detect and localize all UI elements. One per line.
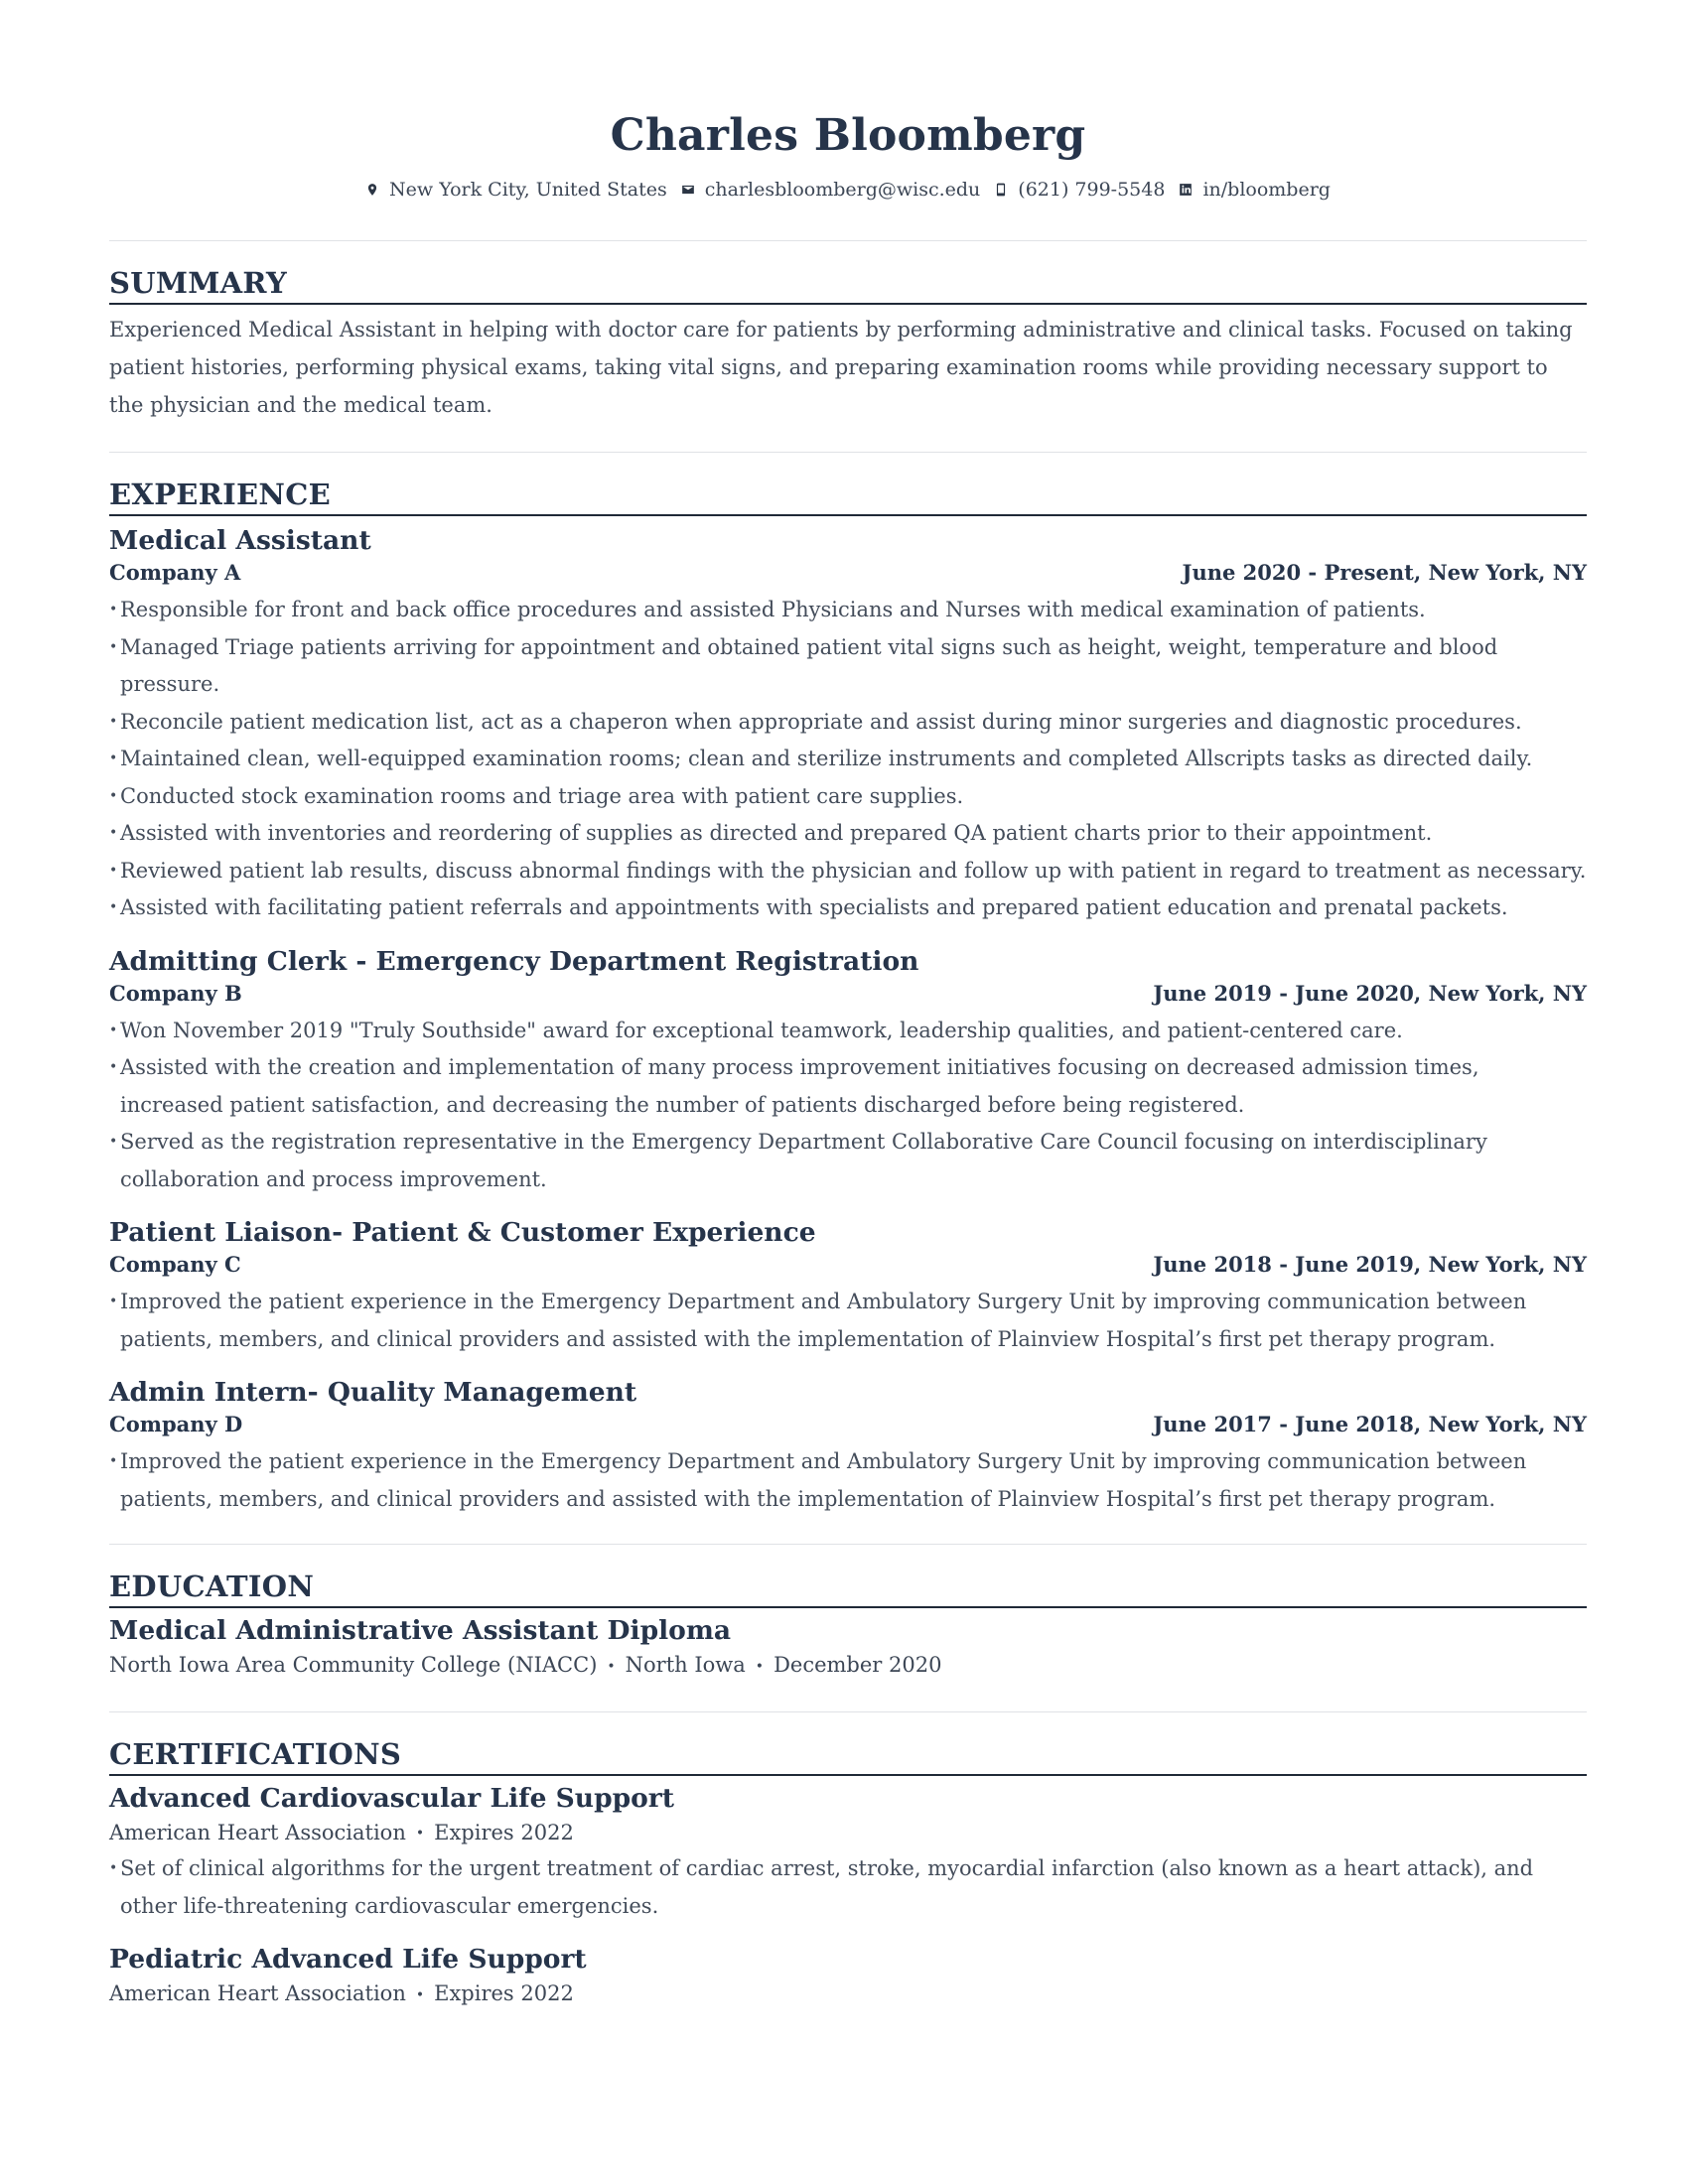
summary-text: Experienced Medical Assistant in helping with doctor care for patients by performing administrative and clinical tasks. Focused on taking patient histories, performing physical exams, taking vital signs, and preparing examination rooms while providing necessary support to the physician and the medical team. xyxy=(109,318,1573,417)
section-rule xyxy=(109,1774,1587,1776)
separator-dot: • xyxy=(415,1986,425,2003)
bullet-item: • Improved the patient experience in the Emergency Department and Ambulatory Surgery Unit by improving communication between patients, members, and clinical providers and assisted with the implementation of Plainview Hospital’s first pet therapy program. xyxy=(109,1284,1587,1358)
bullet-item: • Served as the registration representative in the Emergency Department Collaborative Care Council focusing on interdisciplinary collaboration and process improvement. xyxy=(109,1124,1587,1198)
job-company: Company A xyxy=(109,560,241,585)
job-meta xyxy=(109,1250,1587,1280)
linkedin-icon xyxy=(1179,183,1193,197)
job-meta xyxy=(109,979,1587,1009)
bullet-item: • Conducted stock examination rooms and triage area with patient care supplies. xyxy=(109,778,1587,816)
job-company: Company D xyxy=(109,1412,243,1436)
section-rule xyxy=(109,514,1587,516)
job-entry xyxy=(109,1216,1587,1358)
separator-dot: • xyxy=(607,1658,616,1675)
contact-linkedin[interactable] xyxy=(1179,179,1331,201)
resume-header xyxy=(109,0,1587,201)
bullet-item: • Won November 2019 "Truly Southside" award for exceptional teamwork, leadership qualities, and patient-centered care. xyxy=(109,1013,1587,1050)
divider xyxy=(109,1711,1587,1712)
divider xyxy=(109,1544,1587,1545)
job-dates-location: June 2017 - June 2018, New York, NY xyxy=(1153,1412,1587,1436)
bullet-item: • Assisted with the creation and implementation of many process improvement initiatives focusing on decreased admission times, increased patient satisfaction, and decreasing the number of patients discharged before being registered. xyxy=(109,1049,1587,1124)
job-title: Medical Assistant xyxy=(109,525,371,556)
certification-issuer: American Heart Association xyxy=(109,1820,406,1844)
location-text: New York City, United States xyxy=(389,179,667,201)
job-bullets xyxy=(109,592,1587,927)
separator-dot: • xyxy=(755,1658,765,1675)
section-title-summary: SUMMARY xyxy=(109,266,287,300)
education-degree: Medical Administrative Assistant Diploma xyxy=(109,1615,732,1646)
contact-location xyxy=(365,179,667,201)
job-title: Patient Liaison- Patient & Customer Experience xyxy=(109,1217,816,1248)
certification-bullets xyxy=(109,1850,1587,1925)
job-title: Admitting Clerk - Emergency Department Registration xyxy=(109,945,919,977)
job-title: Admin Intern- Quality Management xyxy=(109,1377,637,1408)
divider xyxy=(109,240,1587,241)
email-text[interactable]: charlesbloomberg@wisc.edu xyxy=(704,179,981,201)
phone-text[interactable]: (621) 799-5548 xyxy=(1018,179,1166,201)
contact-email[interactable] xyxy=(681,179,981,201)
summary-section xyxy=(109,265,1587,424)
job-company: Company C xyxy=(109,1252,241,1277)
divider xyxy=(109,452,1587,453)
bullet-item: • Reviewed patient lab results, discuss abnormal findings with the physician and follow up with patient in regard to treatment as necessary. xyxy=(109,853,1587,890)
job-meta xyxy=(109,558,1587,588)
section-title-experience: EXPERIENCE xyxy=(109,478,331,511)
job-bullets xyxy=(109,1284,1587,1358)
section-title-certifications: CERTIFICATIONS xyxy=(109,1736,402,1771)
certification-expiry: Expires 2022 xyxy=(434,1820,574,1844)
location-pin-icon xyxy=(365,183,379,197)
job-dates-location: June 2018 - June 2019, New York, NY xyxy=(1153,1252,1587,1277)
job-dates-location: June 2020 - Present, New York, NY xyxy=(1182,560,1587,585)
job-meta xyxy=(109,1410,1587,1439)
experience-section xyxy=(109,477,1587,1518)
bullet-item: • Assisted with inventories and reordering of supplies as directed and prepared QA patient charts prior to their appointment. xyxy=(109,815,1587,853)
job-entry xyxy=(109,945,1587,1199)
certification-expiry: Expires 2022 xyxy=(434,1981,574,2005)
job-bullets xyxy=(109,1443,1587,1518)
certification-meta xyxy=(109,1977,1587,2012)
bullet-item: • Reconcile patient medication list, act as a chaperon when appropriate and assist during minor surgeries and diagnostic procedures. xyxy=(109,704,1587,742)
education-school: North Iowa Area Community College (NIACC) xyxy=(109,1653,598,1677)
bullet-item: • Managed Triage patients arriving for appointment and obtained patient vital signs such as height, weight, temperature and blood pressure. xyxy=(109,629,1587,704)
education-meta xyxy=(109,1648,1587,1684)
resume-page xyxy=(109,0,1587,2012)
separator-dot: • xyxy=(415,1826,425,1842)
email-icon xyxy=(681,183,695,197)
job-bullets xyxy=(109,1013,1587,1199)
job-company: Company B xyxy=(109,980,242,1006)
bullet-item: • Set of clinical algorithms for the urgent treatment of cardiac arrest, stroke, myocardial infarction (also known as a heart attack), and other life-threatening cardiovascular emergencies. xyxy=(109,1850,1587,1925)
phone-icon xyxy=(994,183,1008,197)
certification-issuer: American Heart Association xyxy=(109,1981,406,2005)
education-date: December 2020 xyxy=(774,1653,942,1677)
job-entry xyxy=(109,524,1587,927)
section-rule xyxy=(109,303,1587,305)
contact-row xyxy=(109,179,1587,201)
certification-name: Advanced Cardiovascular Life Support xyxy=(109,1782,675,1814)
bullet-item: • Responsible for front and back office procedures and assisted Physicians and Nurses with medical examination of patients. xyxy=(109,592,1587,629)
linkedin-text[interactable]: in/bloomberg xyxy=(1202,179,1331,201)
section-title-education: EDUCATION xyxy=(109,1570,315,1603)
bullet-item: • Assisted with facilitating patient referrals and appointments with specialists and prepared patient education and prenatal packets. xyxy=(109,889,1587,927)
education-location: North Iowa xyxy=(625,1653,746,1677)
bullet-item: • Improved the patient experience in the Emergency Department and Ambulatory Surgery Unit by improving communication between patients, members, and clinical providers and assisted with the implementation of Plainview Hospital’s first pet therapy program. xyxy=(109,1443,1587,1518)
certification-entry xyxy=(109,1943,1587,2012)
section-rule xyxy=(109,1606,1587,1608)
job-dates-location: June 2019 - June 2020, New York, NY xyxy=(1153,980,1587,1006)
job-entry xyxy=(109,1376,1587,1518)
certifications-section xyxy=(109,1736,1587,2012)
bullet-item: • Maintained clean, well-equipped examination rooms; clean and sterilize instruments and completed Allscripts tasks as directed daily. xyxy=(109,741,1587,778)
certification-entry xyxy=(109,1782,1587,1926)
certification-meta xyxy=(109,1816,1587,1851)
education-section xyxy=(109,1569,1587,1684)
contact-phone[interactable] xyxy=(994,179,1165,201)
certification-name: Pediatric Advanced Life Support xyxy=(109,1944,587,1975)
candidate-name: Charles Bloomberg xyxy=(610,110,1086,161)
